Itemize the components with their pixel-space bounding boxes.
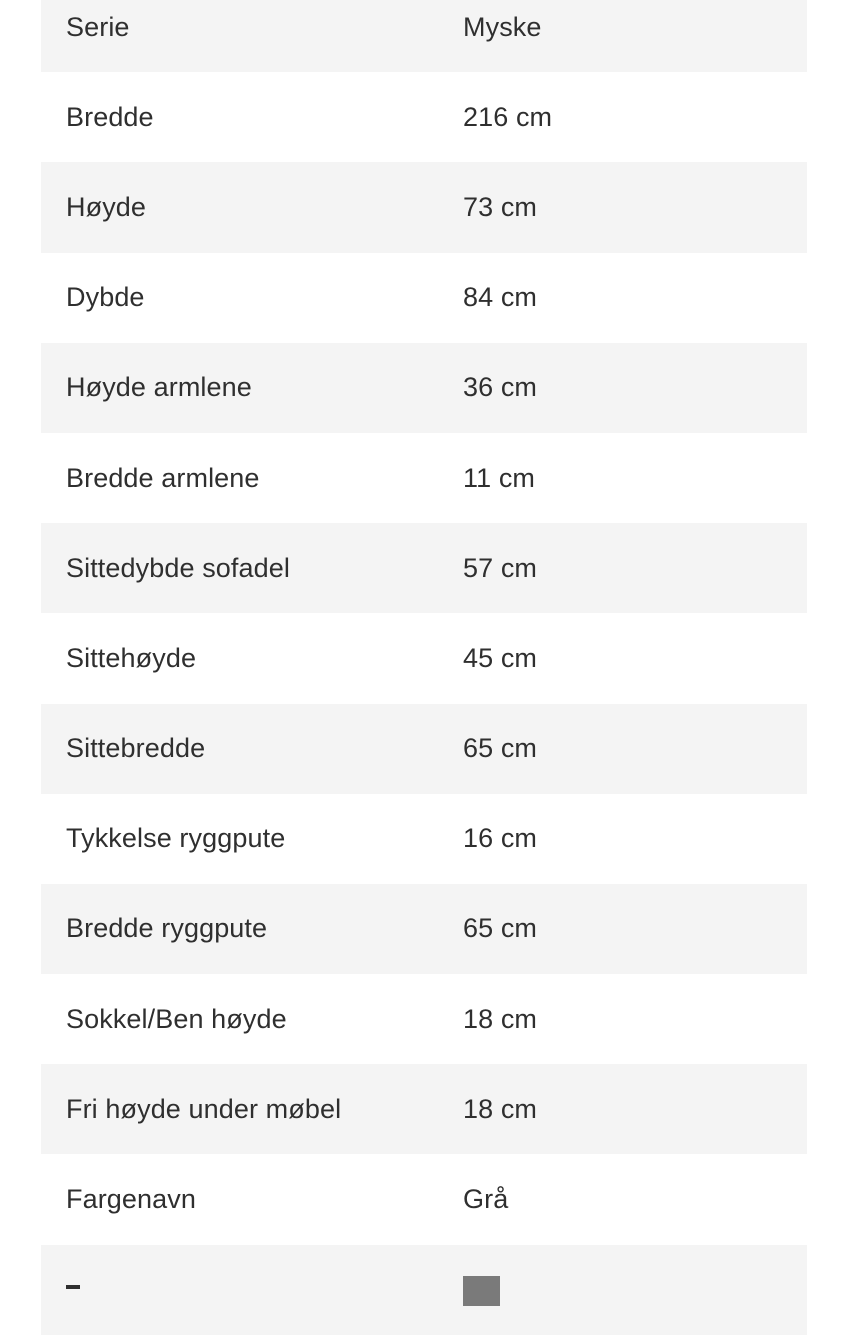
spec-value: 18 cm xyxy=(463,1003,538,1034)
spec-value: 45 cm xyxy=(463,642,538,673)
spec-label: Sittehøyde xyxy=(66,642,197,673)
spec-value: 36 cm xyxy=(463,372,538,403)
spec-value: Grå xyxy=(463,1184,509,1215)
spec-value: 65 cm xyxy=(463,913,538,944)
spec-label: Tykkelse ryggpute xyxy=(66,823,286,854)
spec-label: Bredde xyxy=(66,101,154,132)
spec-label: Høyde armlene xyxy=(66,372,252,403)
spec-value: 57 cm xyxy=(463,552,538,583)
spec-label: Fargenavn xyxy=(66,1184,196,1215)
spec-label: Sittebredde xyxy=(66,733,206,764)
spec-row-sittedybde-sofadel xyxy=(41,523,807,613)
spec-row-sittehoyde xyxy=(41,613,807,703)
spec-row-farge-partial xyxy=(41,1245,807,1335)
spec-table xyxy=(41,0,807,1335)
spec-row-sittebredde xyxy=(41,704,807,794)
spec-value: 16 cm xyxy=(463,823,538,854)
spec-value: 18 cm xyxy=(463,1093,538,1124)
spec-row-fri-hoyde-under-mobel xyxy=(41,1064,807,1154)
spec-value: Myske xyxy=(463,11,542,42)
spec-label: Fri høyde under møbel xyxy=(66,1093,342,1124)
spec-label: Høyde xyxy=(66,191,147,222)
spec-label: Dybde xyxy=(66,282,145,313)
spec-label-cut-off xyxy=(66,1285,80,1289)
spec-row-bredde xyxy=(41,72,807,162)
spec-label: Bredde ryggpute xyxy=(66,913,268,944)
spec-row-bredde-armlene xyxy=(41,433,807,523)
spec-row-sokkel-ben-hoyde xyxy=(41,974,807,1064)
color-swatch xyxy=(463,1276,500,1306)
spec-value: 11 cm xyxy=(463,462,536,493)
spec-row-serie xyxy=(41,0,807,72)
spec-label: Bredde armlene xyxy=(66,462,260,493)
spec-label: Sokkel/Ben høyde xyxy=(66,1003,287,1034)
spec-row-tykkelse-ryggpute xyxy=(41,794,807,884)
spec-row-hoyde-armlene xyxy=(41,343,807,433)
spec-row-bredde-ryggpute xyxy=(41,884,807,974)
spec-value: 216 cm xyxy=(463,101,553,132)
spec-label: Sittedybde sofadel xyxy=(66,552,290,583)
spec-value: 84 cm xyxy=(463,282,538,313)
spec-value: 73 cm xyxy=(463,191,538,222)
spec-label: Serie xyxy=(66,11,130,42)
spec-value: 65 cm xyxy=(463,733,538,764)
spec-row-fargenavn xyxy=(41,1154,807,1244)
spec-row-hoyde xyxy=(41,162,807,252)
spec-row-dybde xyxy=(41,253,807,343)
